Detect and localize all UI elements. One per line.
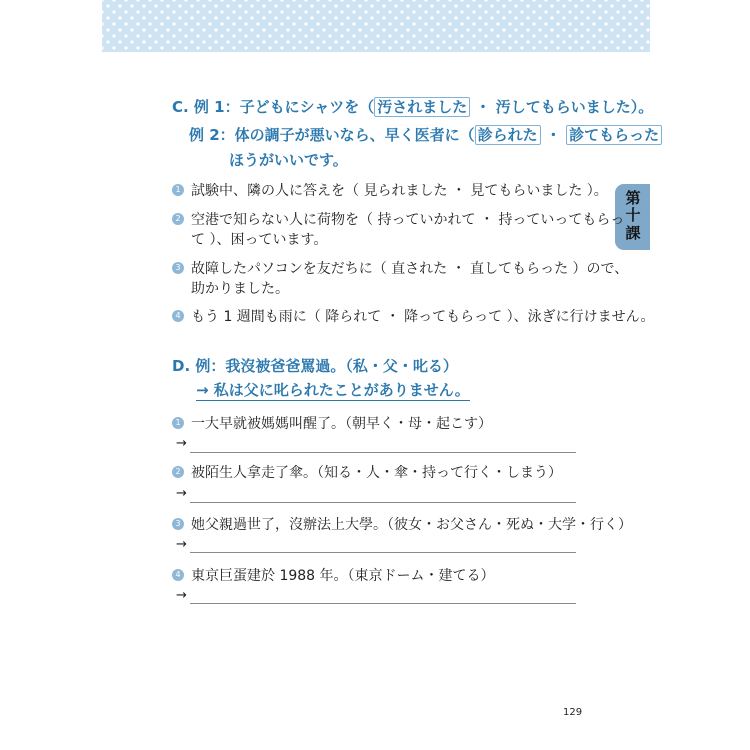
section-d-item-3: 3 她父親過世了，沒辦法上大學。（彼女・お父さん・死ぬ・大学・行く） — [172, 514, 632, 534]
section-c-item-3: 3 故障したパソコンを友だちに（ 直された ・ 直してもらった ）ので、 — [172, 258, 628, 278]
section-c-item-3-cont: 助かりました。 — [191, 281, 289, 297]
section-c-item-2-cont: て ）、困っています。 — [191, 232, 328, 248]
answer-arrow-1: → — [176, 436, 187, 451]
header-dot-band — [102, 0, 650, 52]
section-d-item-1: 1 一大早就被媽媽叫醒了。（朝早く・母・起こす） — [172, 413, 492, 433]
example-2-option-2: 診てもらった — [566, 125, 662, 145]
answer-line-1[interactable] — [190, 452, 576, 453]
section-c-example-1: C. 例 1：子どもにシャツを（ 汚されました ・ 汚してもらいました）。 — [172, 98, 654, 116]
section-d-example: D. 例：我沒被爸爸罵過。（私・父・叱る） — [172, 357, 458, 375]
answer-arrow-4: → — [176, 588, 187, 603]
section-d-item-2: 2 被陌生人拿走了傘。（知る・人・傘・持って行く・しまう） — [172, 462, 562, 482]
section-d-item-4: 4 東京巨蛋建於 1988 年。（東京ドーム・建てる） — [172, 565, 495, 585]
example-2-option-1: 診られた — [475, 125, 541, 145]
answer-arrow-2: → — [176, 486, 187, 501]
section-c-item-2: 2 空港で知らない人に荷物を（ 持っていかれて ・ 持っていってもらっ — [172, 209, 624, 229]
answer-line-4[interactable] — [190, 603, 576, 604]
answer-arrow-3: → — [176, 537, 187, 552]
answer-line-2[interactable] — [190, 502, 576, 503]
example-1-answer-box: 汚されました — [374, 97, 470, 117]
section-c-item-1: 1 試験中、隣の人に答えを（ 見られました ・ 見てもらいました ）。 — [172, 180, 608, 200]
page-number: 129 — [563, 707, 583, 718]
section-d-example-answer: → 私は父に叱られたことがありません。 — [196, 381, 470, 399]
section-c-item-4: 4 もう 1 週間も雨に（ 降られて ・ 降ってもらって ）、泳ぎに行けません。 — [172, 306, 654, 326]
section-c-example-2: 例 2：体の調子が悪いなら、早く医者に（ 診られた ・ 診てもらった — [189, 124, 662, 145]
chapter-side-tab-label: 第十課 — [625, 189, 641, 242]
answer-line-3[interactable] — [190, 552, 576, 553]
section-c-example-2-continued: ほうがいいです。 — [229, 151, 348, 169]
